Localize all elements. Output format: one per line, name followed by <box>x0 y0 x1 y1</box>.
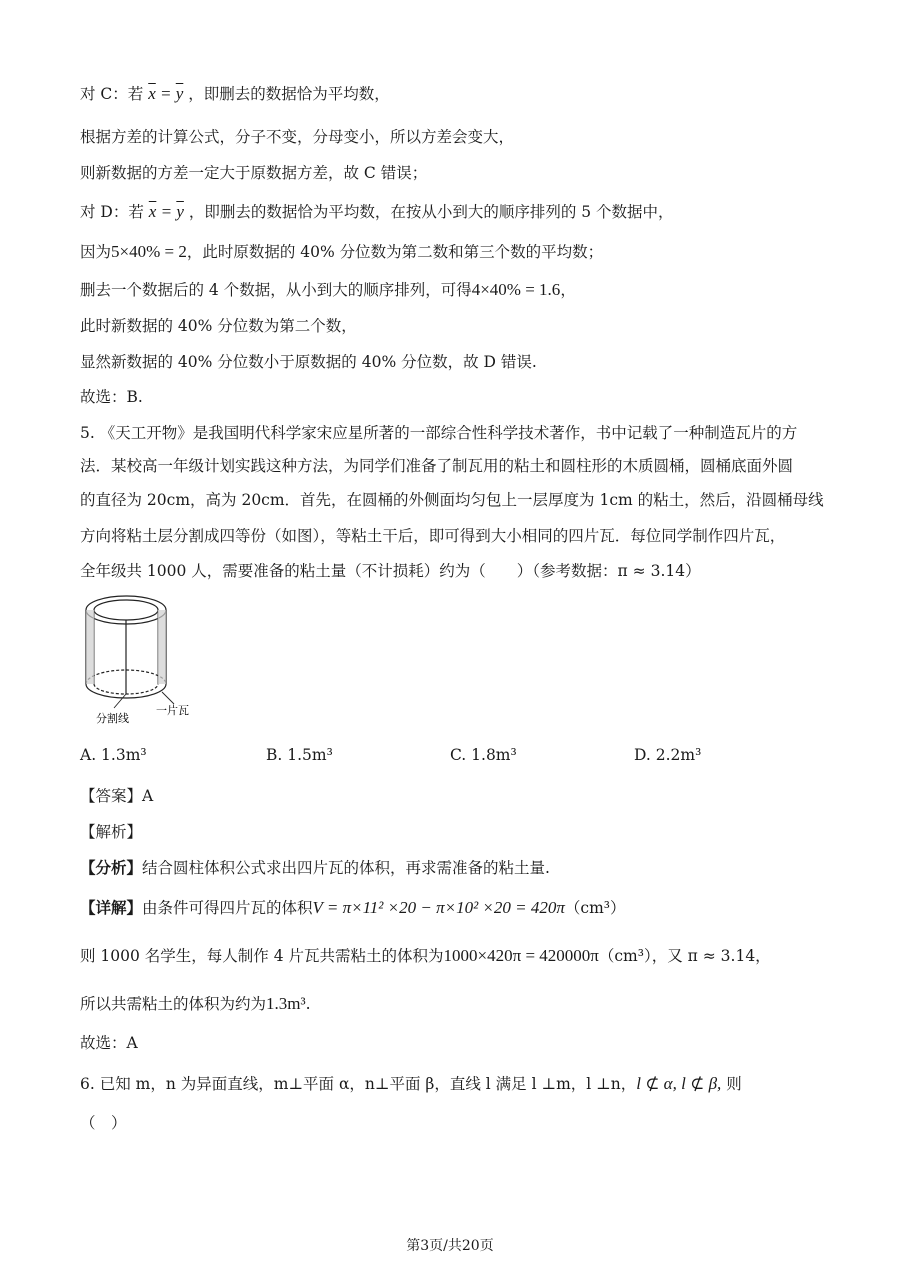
detail-line <box>80 898 626 918</box>
text-span: （cm³），又 π ≈ 3.14， <box>598 947 771 965</box>
text-line: 则新数据的方差一定大于原数据方差，故 C 错误； <box>80 164 428 182</box>
text-line: 此时新数据的 40% 分位数为第二个数， <box>80 317 357 335</box>
text-line: 根据方差的计算公式，分子不变，分母变小，所以方差会变大， <box>80 128 515 146</box>
text-line <box>80 994 311 1014</box>
math-expression: 5×40% = 2 <box>111 242 187 261</box>
option-b: B. 1.5m³ <box>266 746 333 764</box>
question-5-text: 法．某校高一年级计划实践这种方法，为同学们准备了制瓦用的粘土和圆柱形的木质圆桶，圆桶底面外圆 <box>80 457 794 475</box>
math-expression: V = π×11² ×20 − π×10² ×20 = 420π <box>312 898 565 917</box>
tag-detail: 【详解】 <box>80 898 143 917</box>
text-span: 则 <box>721 1075 742 1093</box>
text-span: 对 C：若 <box>80 85 144 103</box>
text-span: （cm³） <box>564 899 626 917</box>
math-expression: l ⊄ α, l ⊄ β, <box>636 1074 722 1093</box>
tile-label: 一片瓦 <box>156 704 189 717</box>
cut-leader <box>114 694 126 708</box>
text-line <box>80 946 771 966</box>
tag-analysis: 【分析】 <box>80 858 143 877</box>
text-span: ，即删去的数据恰为平均数，在按从小到大的顺序排列的 5 个数据中， <box>188 203 674 221</box>
math-expression: $\overline{x} = \overline{y}$ <box>148 202 184 221</box>
tile-leader <box>162 692 174 704</box>
text-line <box>80 202 674 222</box>
cut-label: 分割线 <box>96 712 129 725</box>
text-span: 则 1000 名学生，每人制作 4 片瓦共需粘土的体积为 <box>80 947 444 965</box>
text-span: 6. 已知 m，n 为异面直线，m⊥平面 α，n⊥平面 β，直线 l 满足 l ⊥m，l ⊥n， <box>80 1075 637 1093</box>
text-line: 故选：A <box>80 1034 138 1052</box>
text-span: 对 D：若 <box>80 203 144 221</box>
answer-label: 【答案】A <box>80 787 154 805</box>
question-6-options-placeholder: （ ） <box>80 1114 127 1132</box>
option-a: A. 1.3m³ <box>80 746 147 764</box>
question-5-text: 方向将粘土层分割成四等份（如图），等粘土干后，即可得到大小相同的四片瓦．每位同学制作四片瓦， <box>80 527 786 545</box>
inner-top-ellipse <box>94 600 158 620</box>
question-5-text: 全年级共 1000 人，需要准备的粘土量（不计损耗）约为（ ）（参考数据：π ≈ 3.14） <box>80 562 701 580</box>
text-span: 由条件可得四片瓦的体积 <box>142 899 313 917</box>
question-6-text <box>80 1074 742 1094</box>
page-footer: 第3页/共20页 <box>406 1238 494 1254</box>
analysis-label: 【解析】 <box>80 823 143 841</box>
text-line: 故选：B. <box>80 388 143 406</box>
question-5-text: 5. 《天工开物》是我国明代科学家宋应星所著的一部综合性科学技术著作，书中记载了一种制造瓦片的方 <box>80 424 798 442</box>
clay-right <box>158 610 166 684</box>
text-span: ， <box>560 281 576 299</box>
text-span: ，即删去的数据恰为平均数， <box>188 85 390 103</box>
text-span: ，此时原数据的 40% 分位数为第二数和第三个数的平均数； <box>186 243 604 261</box>
question-5-text: 的直径为 20cm，高为 20cm．首先，在圆桶的外侧面均匀包上一层厚度为 1cm 的粘土，然后，沿圆桶母线 <box>80 491 824 509</box>
text-span: 因为 <box>80 243 112 261</box>
math-expression: 4×40% = 1.6 <box>471 280 561 299</box>
math-expression: $\overline{x} = \overline{y}$ <box>148 84 184 103</box>
text-span: 结合圆柱体积公式求出四片瓦的体积，再求需准备的粘土量. <box>142 859 550 877</box>
text-span: . <box>305 995 311 1013</box>
math-expression: 1000×420π = 420000π <box>443 946 599 965</box>
text-line <box>80 280 576 300</box>
option-d: D. 2.2m³ <box>634 746 702 764</box>
clay-left <box>86 610 94 684</box>
option-c: C. 1.8m³ <box>450 746 517 764</box>
text-span: 所以共需粘土的体积为约为 <box>80 995 267 1013</box>
text-line <box>80 242 603 262</box>
text-line <box>80 84 390 104</box>
text-line: 显然新数据的 40% 分位数小于原数据的 40% 分位数，故 D 错误. <box>80 353 537 371</box>
text-span: 删去一个数据后的 4 个数据，从小到大的顺序排列，可得 <box>80 281 472 299</box>
analysis-line <box>80 858 550 878</box>
math-expression: 1.3m³ <box>266 994 306 1013</box>
cylinder-figure <box>78 588 198 728</box>
